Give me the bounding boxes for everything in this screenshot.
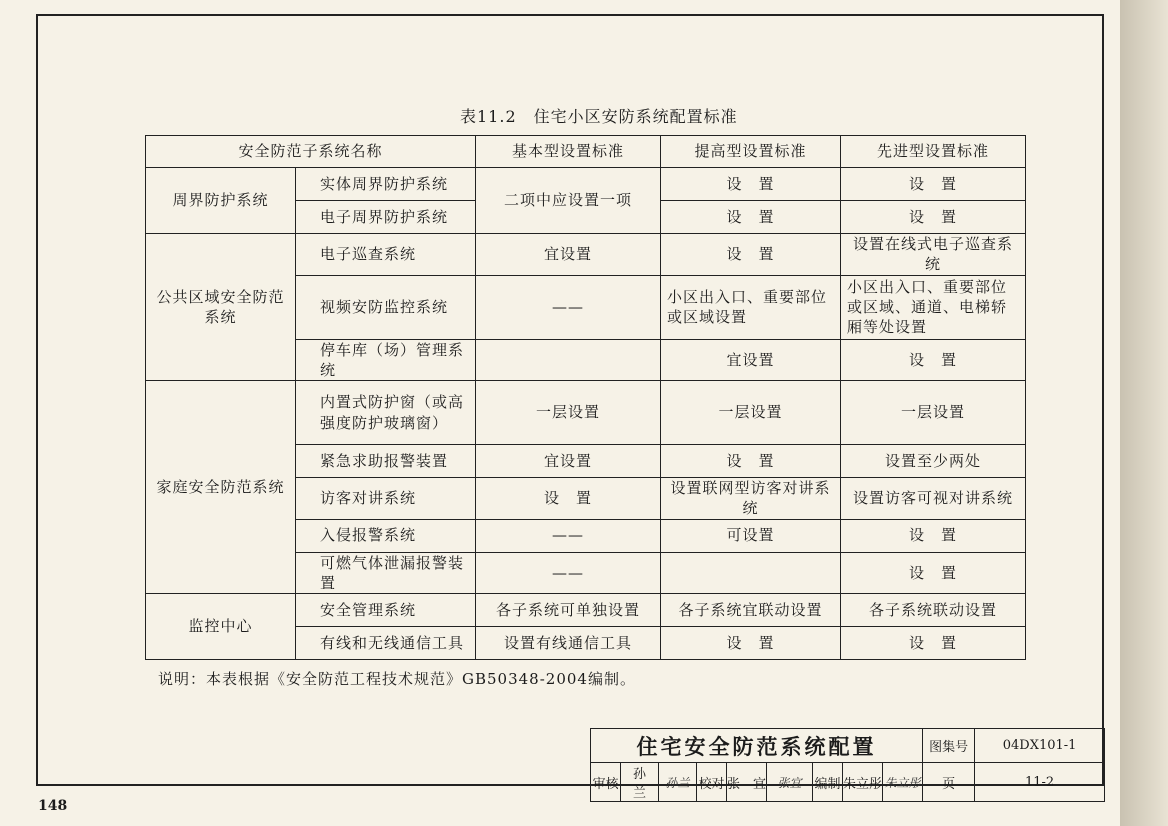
atlas-label: 图集号 [923,729,975,763]
header-subsystem-name: 安全防范子系统名称 [146,136,476,168]
title-block-row [591,763,1105,802]
row-advanced: 各子系统联动设置 [841,594,1026,627]
draw-signature: 朱立彤 [883,763,923,802]
review-label: 审核 [591,763,621,802]
header-basic: 基本型设置标准 [476,136,661,168]
row-name: 电子周界防护系统 [296,201,476,234]
row-basic: —— [476,552,661,594]
table-row [146,381,1026,445]
table-note: 说明：本表根据《安全防范工程技术规范》GB50348-2004编制。 [158,670,636,688]
row-advanced: 设 置 [841,627,1026,660]
row-enhanced: 一层设置 [661,381,841,445]
row-name: 有线和无线通信工具 [296,627,476,660]
table-row [146,168,1026,201]
row-name: 停车库（场）管理系统 [296,339,476,381]
group-home: 家庭安全防范系统 [146,381,296,594]
check-name: 张 宜 [727,763,767,802]
row-basic: 宜设置 [476,234,661,276]
page-label: 页 [923,763,975,802]
header-enhanced: 提高型设置标准 [661,136,841,168]
review-signature: 孙兰 [659,763,697,802]
row-basic: 一层设置 [476,381,661,445]
row-enhanced: 设 置 [661,168,841,201]
page-code: 11-2 [975,763,1105,802]
row-advanced: 设置访客可视对讲系统 [841,478,1026,520]
group-perimeter: 周界防护系统 [146,168,296,234]
row-advanced: 设 置 [841,168,1026,201]
row-advanced: 设 置 [841,201,1026,234]
row-enhanced: 宜设置 [661,339,841,381]
row-basic [476,339,661,381]
group-public: 公共区域安全防范系统 [146,234,296,381]
row-advanced: 小区出入口、重要部位或区域、通道、电梯轿厢等处设置 [841,275,1026,339]
row-enhanced: 小区出入口、重要部位或区域设置 [661,275,841,339]
row-basic: —— [476,275,661,339]
table-header-row [146,136,1026,168]
row-name: 紧急求助报警装置 [296,445,476,478]
row-enhanced: 可设置 [661,519,841,552]
row-advanced: 设置在线式电子巡查系统 [841,234,1026,276]
row-name: 实体周界防护系统 [296,168,476,201]
group-monitor: 监控中心 [146,594,296,660]
row-enhanced: 设 置 [661,201,841,234]
row-advanced: 设 置 [841,552,1026,594]
check-signature: 张宜 [767,763,813,802]
security-config-table [145,135,1026,660]
row-name: 入侵报警系统 [296,519,476,552]
row-name: 访客对讲系统 [296,478,476,520]
row-basic: 设 置 [476,478,661,520]
row-name: 安全管理系统 [296,594,476,627]
row-basic: 各子系统可单独设置 [476,594,661,627]
page-number: 148 [38,798,68,814]
row-enhanced: 设 置 [661,627,841,660]
atlas-number: 04DX101-1 [975,729,1105,763]
table-row [146,234,1026,276]
row-advanced: 设 置 [841,339,1026,381]
row-enhanced: 设置联网型访客对讲系统 [661,478,841,520]
row-enhanced: 各子系统宜联动设置 [661,594,841,627]
row-basic: 二项中应设置一项 [476,168,661,234]
drawing-title: 住宅安全防范系统配置 [591,729,923,763]
row-enhanced: 设 置 [661,234,841,276]
draw-label: 编制 [813,763,843,802]
row-advanced: 设 置 [841,519,1026,552]
row-enhanced [661,552,841,594]
book-spine [1120,0,1168,826]
header-advanced: 先进型设置标准 [841,136,1026,168]
row-advanced: 设置至少两处 [841,445,1026,478]
title-block-row [591,729,1105,763]
row-name: 内置式防护窗（或高强度防护玻璃窗） [296,381,476,445]
row-advanced: 一层设置 [841,381,1026,445]
row-enhanced: 设 置 [661,445,841,478]
review-name: 孙 兰 [621,763,659,802]
draw-name: 朱立彤 [843,763,883,802]
table-row [146,594,1026,627]
row-name: 可燃气体泄漏报警装置 [296,552,476,594]
check-label: 校对 [697,763,727,802]
row-basic: 宜设置 [476,445,661,478]
table-title: 表11.2 住宅小区安防系统配置标准 [460,107,738,126]
row-basic: 设置有线通信工具 [476,627,661,660]
title-block [590,728,1105,802]
row-name: 电子巡查系统 [296,234,476,276]
row-basic: —— [476,519,661,552]
row-name: 视频安防监控系统 [296,275,476,339]
